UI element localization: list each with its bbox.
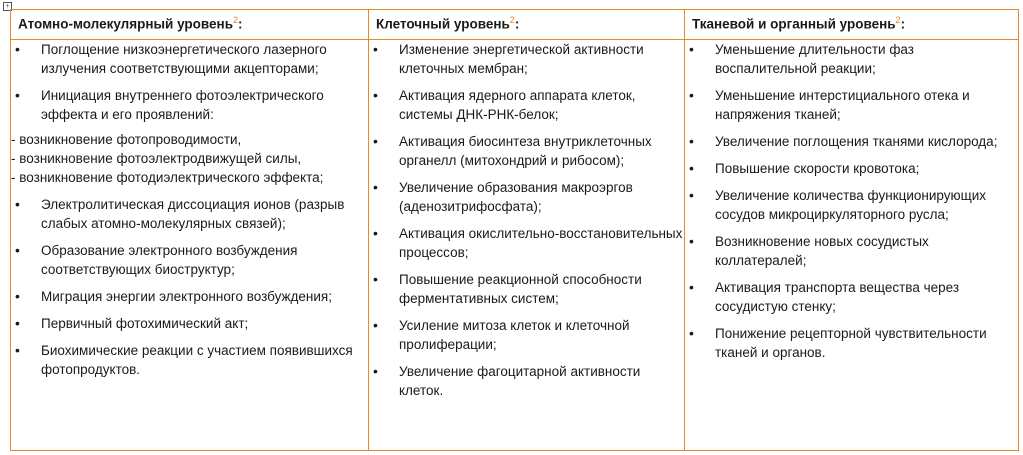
list-item: • Активация ядерного аппарата клеток, системы ДНК-РНК-белок; (369, 86, 684, 124)
list-item: • Инициация внутреннего фотоэлектрического эффекта и его проявлений: (11, 86, 368, 124)
sub-item: - возникновение фотоэлектродвижущей силы, (11, 151, 302, 166)
sub-item: - возникновение фотодиэлектрического эффекта; (11, 170, 324, 185)
header-row (11, 10, 1019, 40)
list-item: • Усиление митоза клеток и клеточной пролиферации; (369, 316, 684, 354)
column-tissue (685, 40, 1019, 451)
list-item: • Возникновение новых сосудистых коллатералей; (685, 232, 1018, 270)
list-item: • Образование электронного возбуждения соответствующих биоструктур; (11, 241, 368, 279)
list-item: • Увеличение фагоцитарной активности клеток. (369, 362, 684, 400)
content-row (11, 40, 1019, 451)
list-item: • Поглощение низкоэнергетического лазерного излучения соответствующими акцепторами; (11, 40, 368, 78)
sub-list (11, 130, 368, 187)
header-tissue: Тканевой и органный уровень$^2$: (685, 10, 1019, 40)
list-item: • Миграция энергии электронного возбуждения; (11, 287, 368, 306)
column-cellular (369, 40, 685, 451)
list-item: • Изменение энергетической активности клеточных мембран; (369, 40, 684, 78)
list-item: • Уменьшение длительности фаз воспалительной реакции; (685, 40, 1018, 78)
list-item: • Активация окислительно-восстановительных процессов; (369, 224, 684, 262)
list-item: • Понижение рецепторной чувствительности тканей и органов. (685, 324, 1018, 362)
list-item: • Повышение реакционной способности ферментативных систем; (369, 270, 684, 308)
table-anchor-icon[interactable]: + (3, 2, 12, 11)
list-item: • Увеличение образования макроэргов (аденозитрифосфата); (369, 178, 684, 216)
list-item: • Повышение скорости кровотока; (685, 159, 1018, 178)
header-atomic: Атомно-молекулярный уровень$^2$: (11, 10, 369, 40)
column-atomic (11, 40, 369, 451)
list-item: • Электролитическая диссоциация ионов (разрыв слабых атомно-молекулярных связей); (11, 195, 368, 233)
list-item: • Биохимические реакции с участием появившихся фотопродуктов. (11, 341, 368, 379)
list-item: • Первичный фотохимический акт; (11, 314, 368, 333)
list-item: • Активация биосинтеза внутриклеточных органелл (митохондрий и рибосом); (369, 132, 684, 170)
sub-item: - возникновение фотопроводимости, (11, 132, 242, 147)
list-item: • Увеличение количества функционирующих сосудов микроциркуляторного русла; (685, 186, 1018, 224)
header-cellular: Клеточный уровень$^2$: (369, 10, 685, 40)
list-item: • Активация транспорта вещества через сосудистую стенку; (685, 278, 1018, 316)
list-item: • Увеличение поглощения тканями кислорода; (685, 132, 1018, 151)
list-item: • Уменьшение интерстициального отека и напряжения тканей; (685, 86, 1018, 124)
levels-table (10, 9, 1019, 451)
